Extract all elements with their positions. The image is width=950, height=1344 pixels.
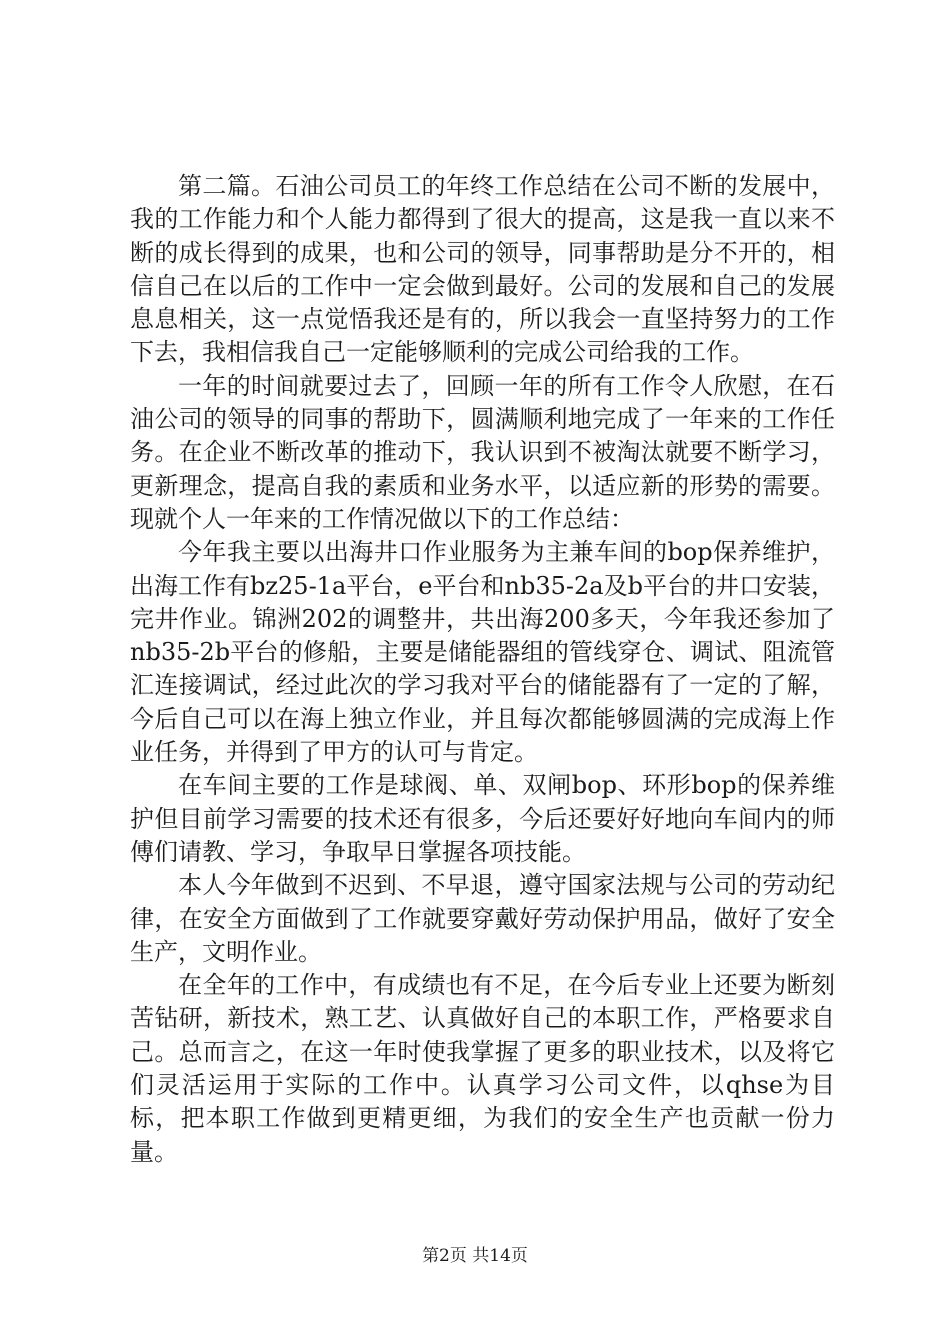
paragraph: 一年的时间就要过去了，回顾一年的所有工作令人欣慰，在石油公司的领导的同事的帮助下，圆满顺利地完成了一年来的工作任务。在企业不断改革的推动下，我认识到不被淘汰就要不断学习，更新理念，提高自我的素质和业务水平，以适应新的形势的需要。现就个人一年来的工作情况做以下的工作总结： <box>130 371 835 533</box>
paragraph: 今年我主要以出海井口作业服务为主兼车间的bop保养维护，出海工作有bz25-1a平台，e平台和nb35-2a及b平台的井口安装，完井作业。锦洲202的调整井，共出海200多天，今年我还参加了nb35-2b平台的修船，主要是储能器组的管线穿仓、调试、阻流管汇连接调试，经过此次的学习我对平台的储能器有了一定的了解，今后自己可以在海上独立作业，并且每次都能够圆满的完成海上作业任务，并得到了甲方的认可与肯定。 <box>130 538 835 767</box>
document-body <box>130 170 835 1169</box>
paragraph: 本人今年做到不迟到、不早退，遵守国家法规与公司的劳动纪律，在安全方面做到了工作就要穿戴好劳动保护用品，做好了安全生产，文明作业。 <box>130 871 835 966</box>
paragraph: 在车间主要的工作是球阀、单、双闸bop、环形bop的保养维护但目前学习需要的技术还有很多，今后还要好好地向车间内的师傅们请教、学习，争取早日掌握各项技能。 <box>130 771 835 866</box>
paragraph: 第二篇。石油公司员工的年终工作总结在公司不断的发展中，我的工作能力和个人能力都得到了很大的提高，这是我一直以来不断的成长得到的成果，也和公司的领导，同事帮助是分不开的，相信自己在以后的工作中一定会做到最好。公司的发展和自己的发展息息相关，这一点觉悟我还是有的，所以我会一直坚持努力的工作下去，我相信我自己一定能够顺利的完成公司给我的工作。 <box>130 172 835 367</box>
page-number-footer: 第2页 共14页 <box>422 1246 528 1266</box>
paragraph: 在全年的工作中，有成绩也有不足，在今后专业上还要为断刻苦钻研，新技术，熟工艺、认真做好自己的本职工作，严格要求自己。总而言之，在这一年时使我掌握了更多的职业技术，以及将它们灵活运用于实际的工作中。认真学习公司文件，以qhse为目标，把本职工作做到更精更细，为我们的安全生产也贡献一份力量。 <box>130 971 835 1166</box>
